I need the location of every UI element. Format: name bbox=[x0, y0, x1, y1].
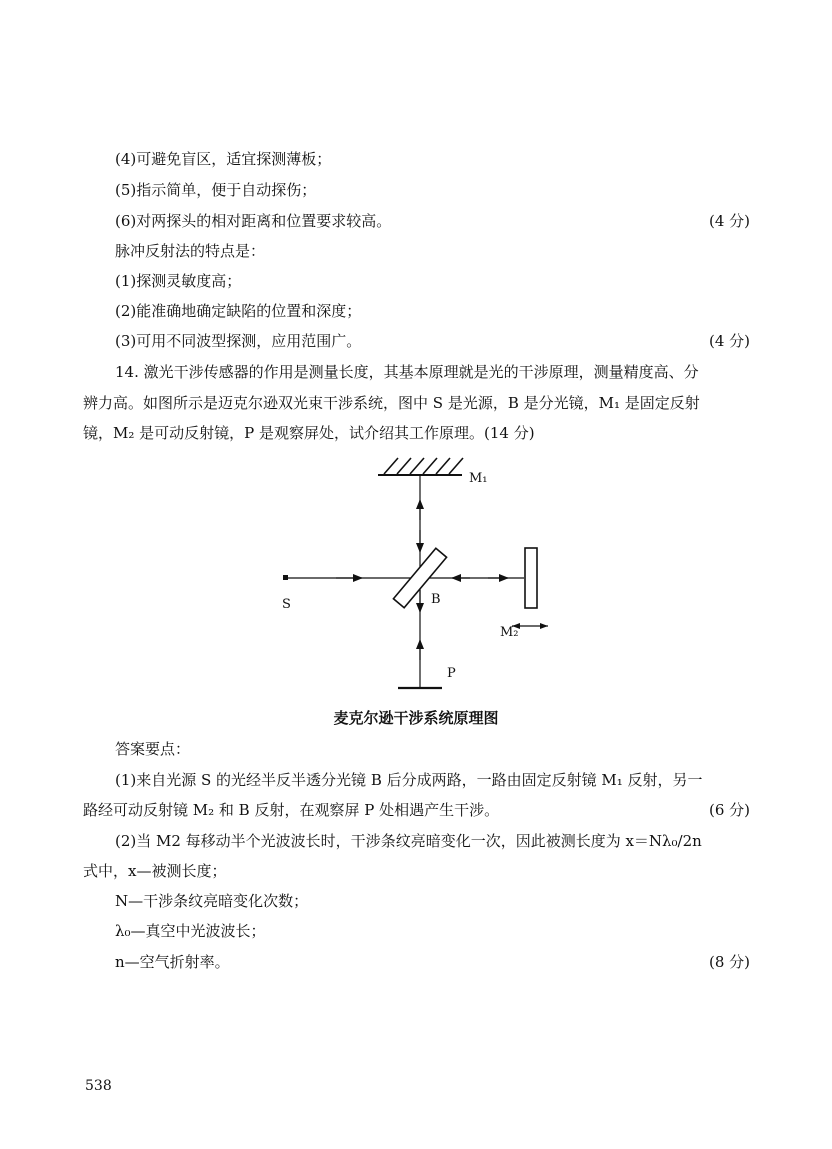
line-text: 脉冲反射法的特点是： bbox=[115, 242, 266, 260]
text-line bbox=[0, 238, 832, 264]
arrowhead bbox=[540, 623, 548, 629]
text-line bbox=[0, 298, 832, 324]
text-line bbox=[0, 858, 832, 884]
label-p: P bbox=[447, 666, 456, 681]
line-text: (1)探测灵敏度高； bbox=[115, 272, 242, 290]
movable-mirror-m2 bbox=[525, 548, 537, 608]
label-b: B bbox=[431, 592, 441, 607]
text-line bbox=[0, 177, 832, 203]
text-line bbox=[0, 918, 832, 944]
text-line bbox=[0, 328, 832, 354]
text-line bbox=[0, 390, 832, 416]
label-m2: M₂ bbox=[500, 625, 519, 640]
score-label: (4 分) bbox=[708, 212, 750, 230]
score-label: (8 分) bbox=[708, 953, 750, 971]
line-text: (2)当 M2 每移动半个光波波长时，干涉条纹亮暗变化一次，因此被测长度为 x＝Nλ₀/2n bbox=[115, 832, 702, 850]
line-text: 式中，x—被测长度； bbox=[83, 862, 227, 880]
line-text: 14. 激光干涉传感器的作用是测量长度，其基本原理就是光的干涉原理，测量精度高、分 bbox=[115, 363, 699, 381]
figure-caption: 麦克尔逊干涉系统原理图 bbox=[333, 709, 499, 727]
text-line bbox=[0, 268, 832, 294]
text-line bbox=[0, 828, 832, 854]
line-text: (5)指示简单，便于自动探伤； bbox=[115, 181, 317, 199]
line-text: 路经可动反射镜 M₂ 和 B 反射，在观察屏 P 处相遇产生干涉。 bbox=[83, 801, 500, 819]
line-text: N—干涉条纹亮暗变化次数； bbox=[115, 892, 309, 910]
text-line bbox=[0, 146, 832, 172]
line-text: (6)对两探头的相对距离和位置要求较高。 bbox=[115, 212, 392, 230]
light-source bbox=[283, 575, 288, 580]
line-text: (1)来自光源 S 的光经半反半透分光镜 B 后分成两路，一路由固定反射镜 M₁ 反射，另一 bbox=[115, 771, 703, 789]
label-m1: M₁ bbox=[469, 471, 488, 486]
text-line bbox=[0, 949, 832, 975]
line-text: (2)能准确地确定缺陷的位置和深度； bbox=[115, 302, 362, 320]
text-line bbox=[0, 359, 832, 385]
line-text: 答案要点： bbox=[115, 740, 191, 758]
fixed-mirror-m1 bbox=[378, 458, 463, 475]
text-line bbox=[0, 208, 832, 234]
line-text: 辨力高。如图所示是迈克尔逊双光束干涉系统，图中 S 是光源，B 是分光镜，M₁ 是固定反射 bbox=[83, 394, 700, 412]
text-line bbox=[0, 736, 832, 762]
line-text: (4)可避免盲区，适宜探测薄板； bbox=[115, 150, 332, 168]
text-line bbox=[0, 888, 832, 914]
text-line bbox=[0, 767, 832, 793]
line-text: n—空气折射率。 bbox=[115, 953, 230, 971]
line-text: λ₀—真空中光波波长； bbox=[115, 922, 266, 940]
page-number: 538 bbox=[85, 1078, 112, 1094]
text-line bbox=[0, 797, 832, 823]
score-label: (4 分) bbox=[708, 332, 750, 350]
line-text: 镜，M₂ 是可动反射镜，P 是观察屏处，试介绍其工作原理。(14 分) bbox=[83, 424, 535, 442]
line-text: (3)可用不同波型探测，应用范围广。 bbox=[115, 332, 362, 350]
michelson-diagram bbox=[0, 440, 832, 700]
score-label: (6 分) bbox=[708, 801, 750, 819]
label-s: S bbox=[282, 597, 291, 612]
